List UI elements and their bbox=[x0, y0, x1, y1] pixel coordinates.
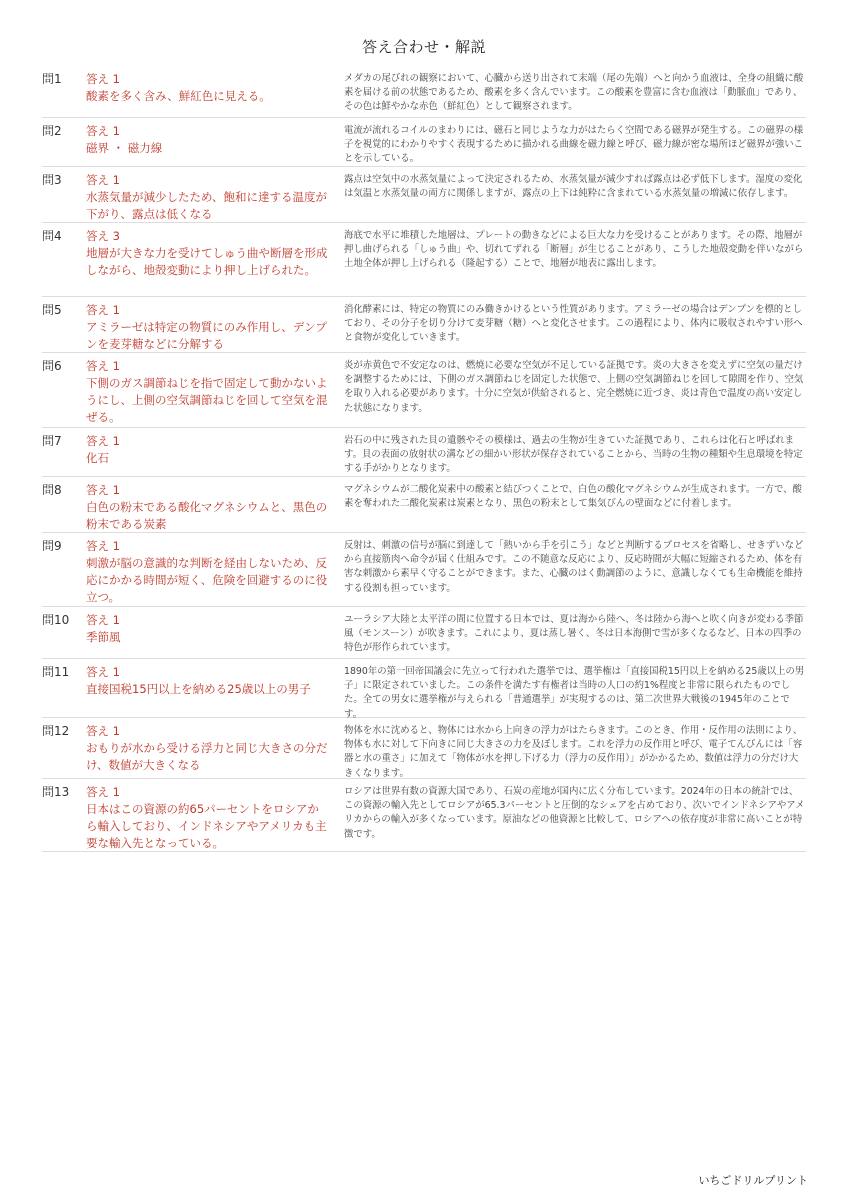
answer-cell bbox=[86, 228, 334, 292]
answer-cell bbox=[86, 71, 334, 113]
footer-brand: いちごドリルプリント bbox=[698, 1174, 808, 1187]
answer-label: 答え 1 bbox=[86, 539, 120, 553]
answer-text: アミラーゼは特定の物質にのみ作用し、デンプンを麦芽糖などに分解する bbox=[86, 320, 328, 351]
table-row bbox=[42, 297, 806, 353]
explanation-text: 露点は空気中の水蒸気量によって決定されるため、水蒸気量が減少すれば露点は必ず低下します。湿度の変化は気温と水蒸気量の両方に関係しますが、露点の上下は純粋に含まれている水蒸気量の増減に依存します。 bbox=[344, 174, 803, 200]
answer-label: 答え 1 bbox=[86, 124, 120, 138]
explanation-text: メダカの尾びれの観察において、心臓から送り出されて末端（尾の先端）へと向かう血液は、全身の組織に酸素を届ける前の状態であるため、酸素を多く含んでいます。この酸素を豊富に含む血液は「動脈血」であり、その色は鮮やかな赤色（鮮紅色）として観察されます。 bbox=[344, 73, 804, 113]
answer-cell bbox=[86, 723, 334, 774]
table-row bbox=[42, 66, 806, 118]
answer-label: 答え 1 bbox=[86, 724, 120, 738]
table-row bbox=[42, 428, 806, 477]
explanation-text: マグネシウムが二酸化炭素中の酸素と結びつくことで、白色の酸化マグネシウムが生成されます。一方で、酸素を奪われた二酸化炭素は炭素となり、黒色の粉末として集気びんの壁面などに付着します。 bbox=[344, 484, 802, 510]
answer-text: 季節風 bbox=[86, 630, 121, 644]
question-number: 問6 bbox=[42, 359, 62, 373]
question-number: 問4 bbox=[42, 229, 62, 243]
answer-label: 答え 1 bbox=[86, 483, 120, 497]
answer-text: 直接国税15円以上を納める25歳以上の男子 bbox=[86, 682, 311, 696]
explanation-text: ユーラシア大陸と太平洋の間に位置する日本では、夏は海から陸へ、冬は陸から海へと吹く向きが変わる季節風（モンスーン）が吹きます。これにより、夏は蒸し暑く、冬は日本海側で雪が多くなるなど、日本の四季の特色が形作られています。 bbox=[344, 614, 804, 654]
answer-label: 答え 1 bbox=[86, 359, 120, 373]
explanation-text: 反射は、刺激の信号が脳に到達して「熱いから手を引こう」などと判断するプロセスを省略し、せきずいなどから直接筋肉へ命令が届く仕組みです。この不随意な反応により、反応時間が大幅に短縮されるため、体を有害な刺激から素早く守ることができます。また、心臓のはく動調節のように、意識しなくても生命機能を維持する役割も担っています。 bbox=[344, 540, 804, 594]
table-row bbox=[42, 167, 806, 223]
answer-label: 答え 1 bbox=[86, 72, 120, 86]
question-number: 問13 bbox=[42, 785, 70, 799]
table-row bbox=[42, 477, 806, 533]
explanation-text: 1890年の第一回帝国議会に先立って行われた選挙では、選挙権は「直接国税15円以上を納める25歳以上の男子」に限定されていました。この条件を満たす有権者は当時の人口の約1%程度と非常に限られたものでした。全ての男女に選挙権が与えられる「普通選挙」が実現するのは、第二次世界大戦後の1945年のことです。 bbox=[344, 666, 805, 720]
table-row bbox=[42, 353, 806, 428]
question-number: 問11 bbox=[42, 665, 70, 679]
answer-text: 白色の粉末である酸化マグネシウムと、黒色の粉末である炭素 bbox=[86, 500, 328, 531]
answer-text: 化石 bbox=[86, 451, 109, 465]
answer-cell bbox=[86, 358, 334, 423]
explanation-text: 炎が赤黄色で不安定なのは、燃焼に必要な空気が不足している証拠です。炎の大きさを変えずに空気の量だけを調整するためには、下側のガス調節ねじを固定した状態で、上側の空気調節ねじを回して隙間を作り、空気を取り入れる必要があります。十分に空気が供給されると、完全燃焼に近づき、炎は青色で温度の高い安定した状態になります。 bbox=[344, 360, 804, 414]
table-row bbox=[42, 607, 806, 659]
table-row bbox=[42, 718, 806, 779]
explanation-text: ロシアは世界有数の資源大国であり、石炭の産地が国内に広く分布しています。2024年の日本の統計では、この資源の輸入先としてロシアが65.3パーセントと圧倒的なシェアを占めており、次いでインドネシアやアメリカからの輸入が多くなっています。原油などの他資源と比較して、ロシアへの依存度が非常に高いことが特徴です。 bbox=[344, 786, 805, 840]
answer-cell bbox=[86, 172, 334, 221]
answer-text: 下側のガス調節ねじを指で固定して動かないようにし、上側の空気調節ねじを回して空気を混ぜる。 bbox=[86, 376, 328, 424]
answer-cell bbox=[86, 433, 334, 472]
answer-cell bbox=[86, 482, 334, 531]
answer-cell bbox=[86, 664, 334, 713]
explanation-text: 岩石の中に残された貝の遺骸やその模様は、過去の生物が生きていた証拠であり、これらは化石と呼ばれます。貝の表面の放射状の溝などの細かい形状が保存されていることから、当時の生物の種類や生息環境を特定する手がかりとなります。 bbox=[344, 435, 803, 475]
answer-cell bbox=[86, 612, 334, 654]
question-number: 問9 bbox=[42, 539, 62, 553]
explanation-text: 物体を水に沈めると、物体には水から上向きの浮力がはたらきます。このとき、作用・反作用の法則により、物体も水に対して下向きに同じ大きさの力を及ぼします。これを浮力の反作用と呼び、電子てんびんには「容器と水の重さ」に加えて「物体が水を押し下げる力（浮力の反作用）」がかかるため、数値は浮力の分だけ大きくなります。 bbox=[344, 725, 803, 779]
page-title: 答え合わせ・解説 bbox=[361, 38, 486, 56]
table-row bbox=[42, 779, 806, 852]
question-number: 問5 bbox=[42, 303, 62, 317]
question-number: 問1 bbox=[42, 72, 62, 86]
explanation-text: 電流が流れるコイルのまわりには、磁石と同じような力がはたらく空間である磁界が発生する。この磁界の様子を視覚的にわかりやすく表現するために描かれる曲線を磁力線と呼び、磁力線が密な場所ほど磁界が強いことを示している。 bbox=[344, 125, 804, 165]
question-number: 問10 bbox=[42, 613, 70, 627]
answer-cell bbox=[86, 784, 334, 850]
answer-cell bbox=[86, 123, 334, 162]
question-number: 問7 bbox=[42, 434, 62, 448]
answer-label: 答え 1 bbox=[86, 434, 120, 448]
answer-cell bbox=[86, 302, 334, 351]
answer-text: 刺激が脳の意識的な判断を経由しないため、反応にかかる時間が短く、危険を回避するのに役立つ。 bbox=[86, 556, 328, 604]
answer-text: 酸素を多く含み、鮮紅色に見える。 bbox=[86, 89, 271, 103]
answer-table bbox=[42, 66, 806, 852]
answer-label: 答え 1 bbox=[86, 665, 120, 679]
answer-text: 水蒸気量が減少したため、飽和に達する温度が下がり、露点は低くなる bbox=[86, 190, 328, 221]
question-number: 問8 bbox=[42, 483, 62, 497]
answer-label: 答え 1 bbox=[86, 173, 120, 187]
question-number: 問2 bbox=[42, 124, 62, 138]
question-number: 問3 bbox=[42, 173, 62, 187]
answer-cell bbox=[86, 538, 334, 602]
question-number: 問12 bbox=[42, 724, 70, 738]
explanation-text: 海底で水平に堆積した地層は、プレートの動きなどによる巨大な力を受けることがあります。その際、地層が押し曲げられる「しゅう曲」や、切れてずれる「断層」が生じることがあり、こうした地殻変動を伴いながら土地全体が押し上げられる（隆起する）ことで、地層が地表に露出します。 bbox=[344, 230, 804, 270]
answer-label: 答え 1 bbox=[86, 303, 120, 317]
explanation-text: 消化酵素には、特定の物質にのみ働きかけるという性質があります。アミラーゼの場合はデンプンを標的としており、その分子を切り分けて麦芽糖（糖）へと変化させます。この過程により、体内に吸収されやすい形へと食物が変化していきます。 bbox=[344, 304, 803, 344]
table-row bbox=[42, 533, 806, 607]
answer-label: 答え 1 bbox=[86, 785, 120, 799]
table-row bbox=[42, 223, 806, 297]
answer-text: おもりが水から受ける浮力と同じ大きさの分だけ、数値が大きくなる bbox=[86, 741, 328, 772]
answer-label: 答え 3 bbox=[86, 229, 120, 243]
answer-text: 磁界 ・ 磁力線 bbox=[86, 141, 163, 155]
table-row bbox=[42, 659, 806, 718]
table-row bbox=[42, 118, 806, 167]
answer-text: 日本はこの資源の約65パーセントをロシアから輸入しており、インドネシアやアメリカも主要な輸入先となっている。 bbox=[86, 802, 327, 850]
answer-label: 答え 1 bbox=[86, 613, 120, 627]
answer-text: 地層が大きな力を受けてしゅう曲や断層を形成しながら、地殻変動により押し上げられた。 bbox=[86, 246, 328, 277]
